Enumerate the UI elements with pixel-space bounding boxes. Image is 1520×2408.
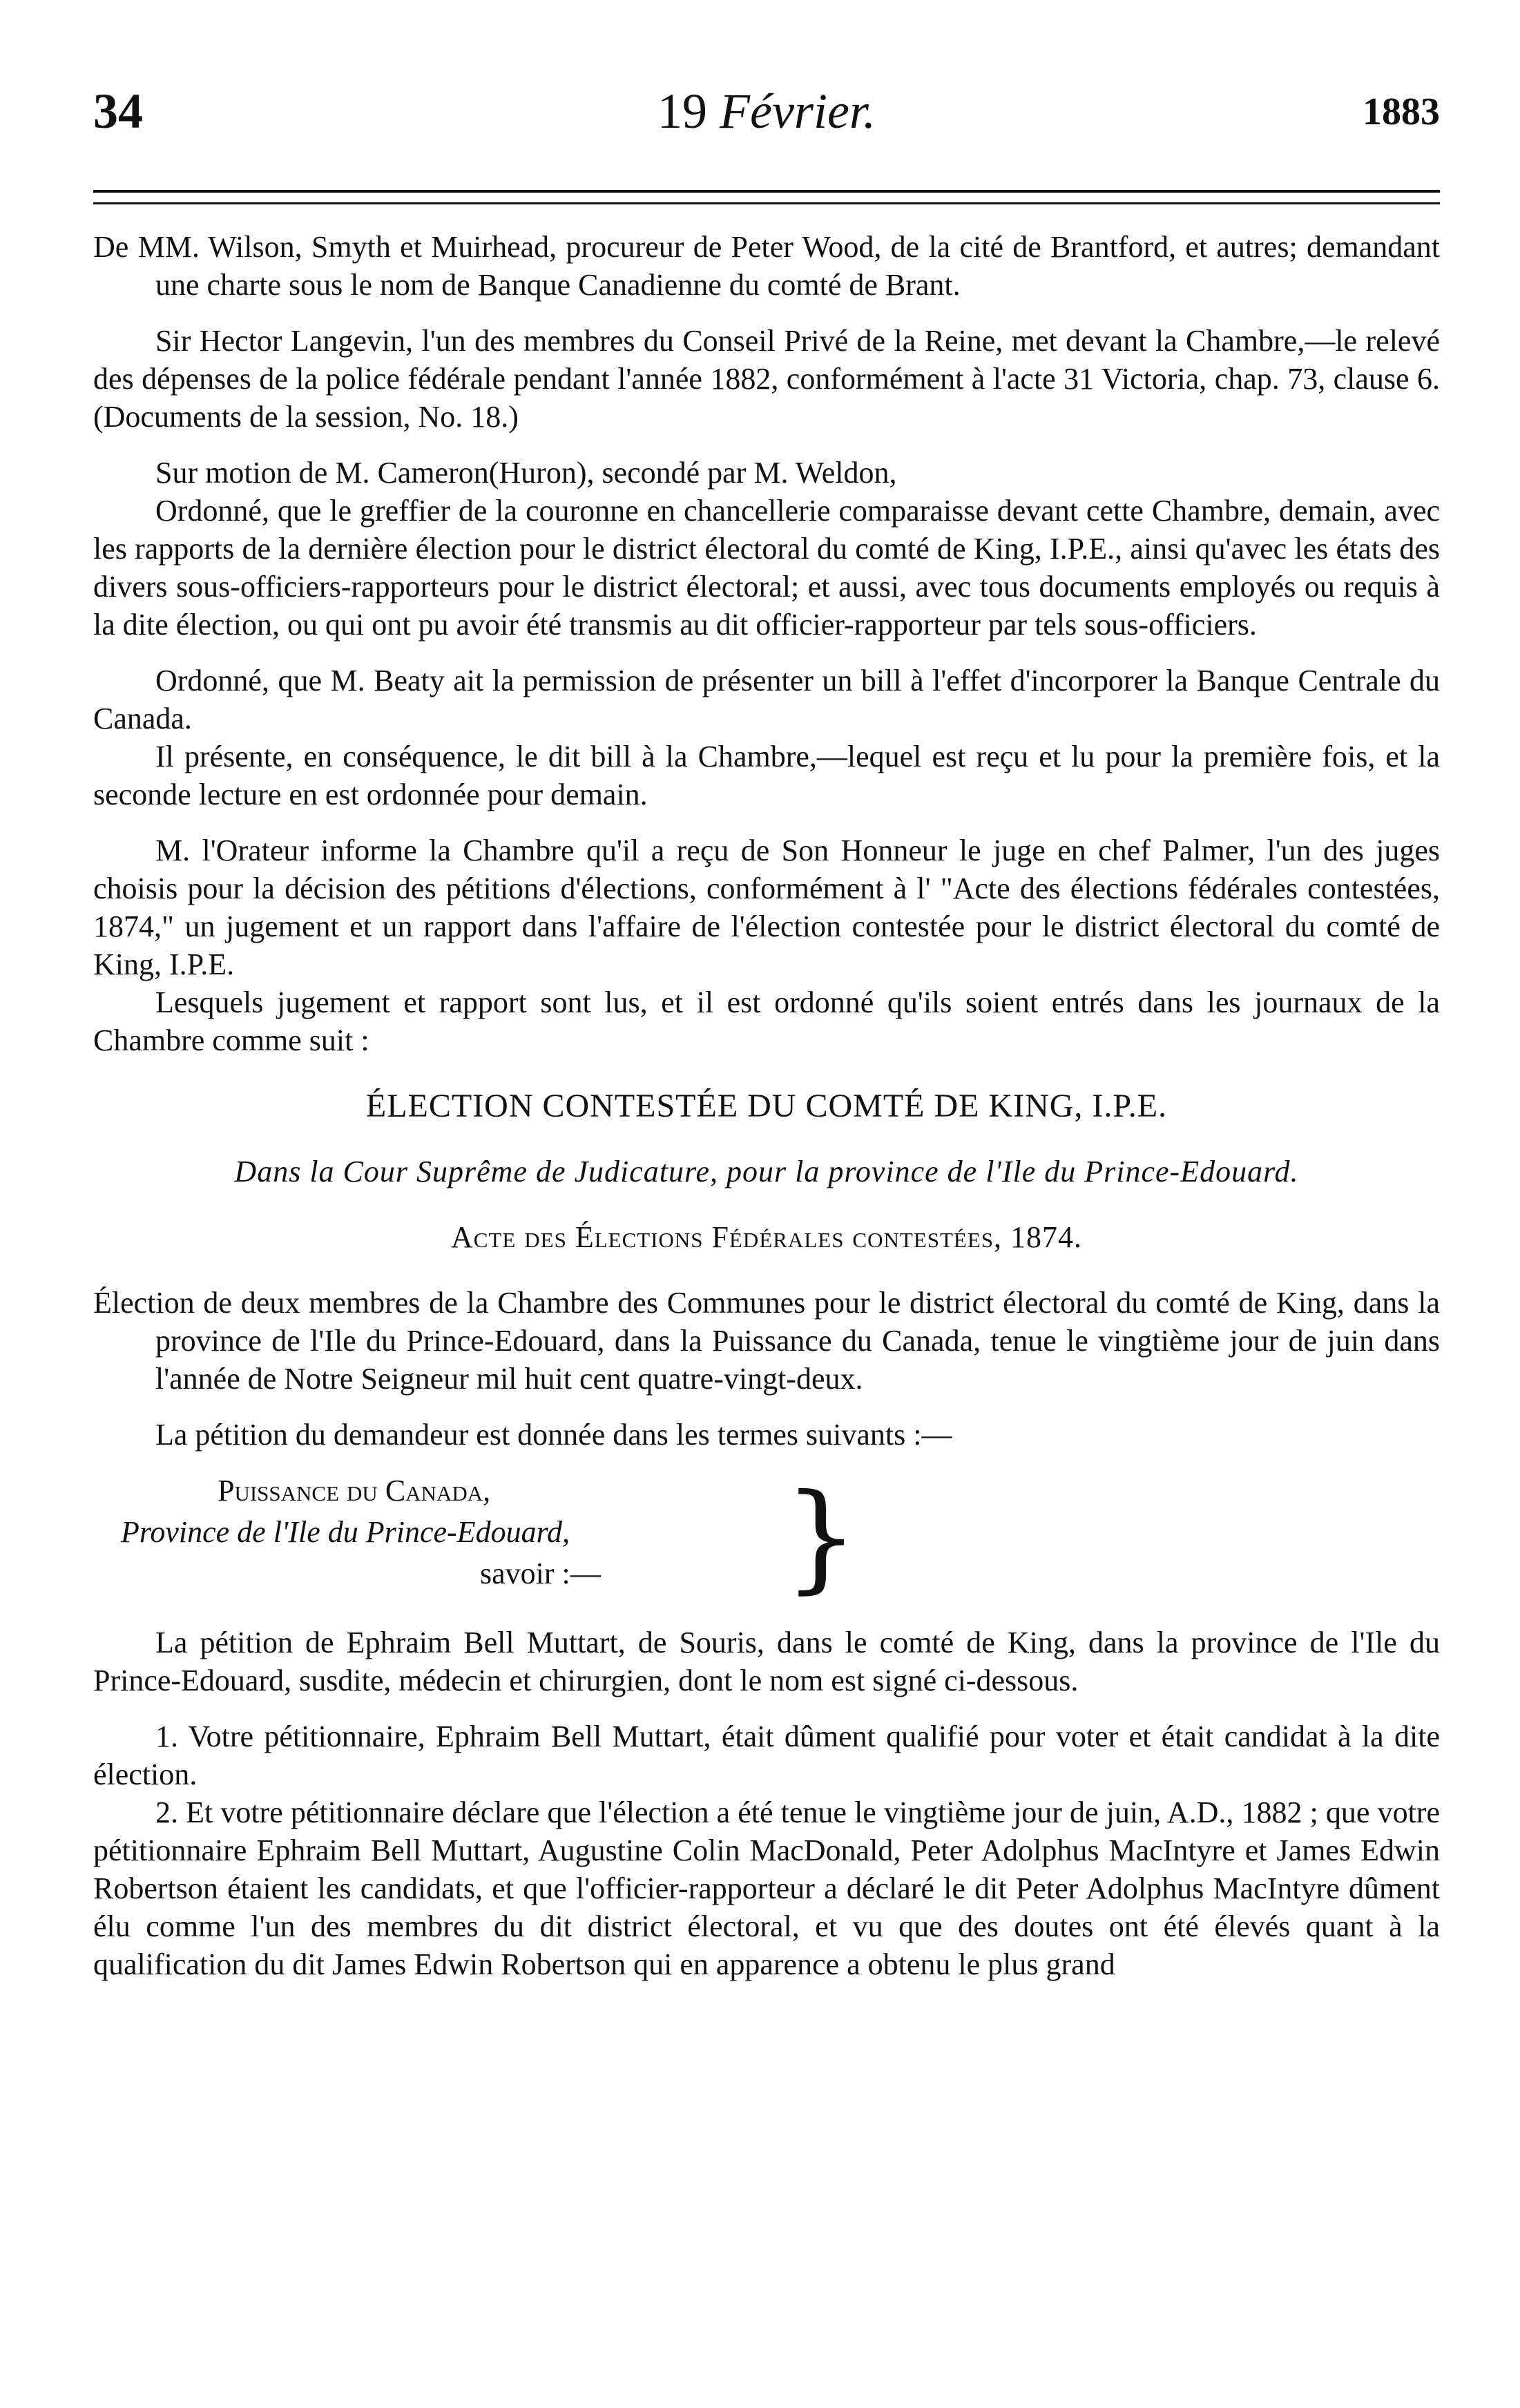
section-heading: ÉLECTION CONTESTÉE DU COMTÉ DE KING, I.P.E. (365, 1088, 1168, 1124)
date-day: 19 (657, 84, 708, 139)
act-heading: Acte des Élections Fédérales contestées, 1874. (450, 1220, 1083, 1254)
paragraph: M. l'Orateur informe la Chambre qu'il a reçu de Son Honneur le juge en chef Palmer, l'un des juges choisis pour la décision des pétitions d'élections, conformément à l' "Acte des élections fédérales contestées, 1874," un jugement et un rapport dans l'affaire de l'élection contestée pour le district électoral du comté de King, I.P.E. (93, 834, 1440, 981)
paragraph: Ordonné, que le greffier de la couronne en chancellerie comparaisse devant cette Chambre, demain, avec les rapports de la dernière élection pour le district électoral du comté de King, I.P.E., ainsi qu'avec les états des divers sous-officiers-rapporteurs pour le district électoral; et aussi, avec tous documents employés ou requis à la dite élection, ou qui ont pu avoir été transmis au dit officier-rapporteur par tels sous-officiers. (93, 494, 1440, 642)
paragraph: De MM. Wilson, Smyth et Muirhead, procureur de Peter Wood, de la cité de Brantford, et autres; demandant une charte sous le nom de Banque Canadienne du comté de Brant. (93, 230, 1440, 302)
paragraph: 2. Et votre pétitionnaire déclare que l'élection a été tenue le vingtième jour de juin, A.D., 1882 ; que votre pétitionnaire Ephraim Bell Muttart, Augustine Colin MacDonald, Peter Adolphus MacIntyre et James Edwin Robertson étaient les candidats, et que l'officier-rapporteur a déclaré le dit Peter Adolphus MacIntyre dûment élu comme l'un des membres du dit district électoral, et vu que des doutes ont été élevés quant à la qualification du dit James Edwin Robertson qui en apparence a obtenu le plus grand (93, 1795, 1440, 1981)
curly-brace-glyph: } (784, 1469, 859, 1606)
paragraph: Élection de deux membres de la Chambre des Communes pour le district électoral du comté de King, dans la province de l'Ile du Prince-Edouard, dans la Puissance du Canada, tenue le vingtième jour de juin dans l'année de Notre Seigneur mil huit cent quatre-vingt-deux. (93, 1286, 1440, 1396)
page-header (93, 83, 1440, 159)
date-month: Février. (720, 84, 876, 139)
jurisdiction-line: Puissance du Canada, (218, 1474, 491, 1508)
paragraph: Ordonné, que M. Beaty ait la permission de présenter un bill à l'effet d'incorporer la Banque Centrale du Canada. (93, 664, 1440, 735)
document-body (93, 228, 1440, 2001)
page-year: 1883 (1363, 90, 1440, 133)
page-number: 34 (93, 84, 143, 139)
jurisdiction-block (93, 1469, 1440, 1606)
court-heading: Dans la Cour Suprême de Judicature, pour la province de l'Ile du Prince-Edouard. (234, 1155, 1299, 1188)
paragraph: Lesquels jugement et rapport sont lus, et il est ordonné qu'ils soient entrés dans les journaux de la Chambre comme suit : (93, 985, 1440, 1057)
paragraph: La pétition de Ephraim Bell Muttart, de Souris, dans le comté de King, dans la province de l'Ile du Prince-Edouard, susdite, médecin et chirurgien, dont le nom est signé ci-dessous. (93, 1626, 1440, 1697)
paragraph: Sur motion de M. Cameron(Huron), secondé par M. Weldon, (155, 456, 897, 490)
page-date (93, 83, 1440, 140)
paragraph: Il présente, en conséquence, le dit bill à la Chambre,—lequel est reçu et lu pour la première fois, et la seconde lecture en est ordonnée pour demain. (93, 740, 1440, 811)
jurisdiction-line: Province de l'Ile du Prince-Edouard, (121, 1515, 570, 1549)
paragraph: La pétition du demandeur est donnée dans les termes suivants :— (155, 1418, 952, 1452)
jurisdiction-line: savoir :— (480, 1557, 601, 1590)
paragraph: Sir Hector Langevin, l'un des membres du Conseil Privé de la Reine, met devant la Chambre,—le relevé des dépenses de la police fédérale pendant l'année 1882, conformément à l'acte 31 Victoria, chap. 73, clause 6. (Documents de la session, No. 18.) (93, 324, 1440, 434)
header-rule (93, 190, 1440, 204)
paragraph: 1. Votre pétitionnaire, Ephraim Bell Muttart, était dûment qualifié pour voter et était candidat à la dite élection. (93, 1720, 1440, 1791)
